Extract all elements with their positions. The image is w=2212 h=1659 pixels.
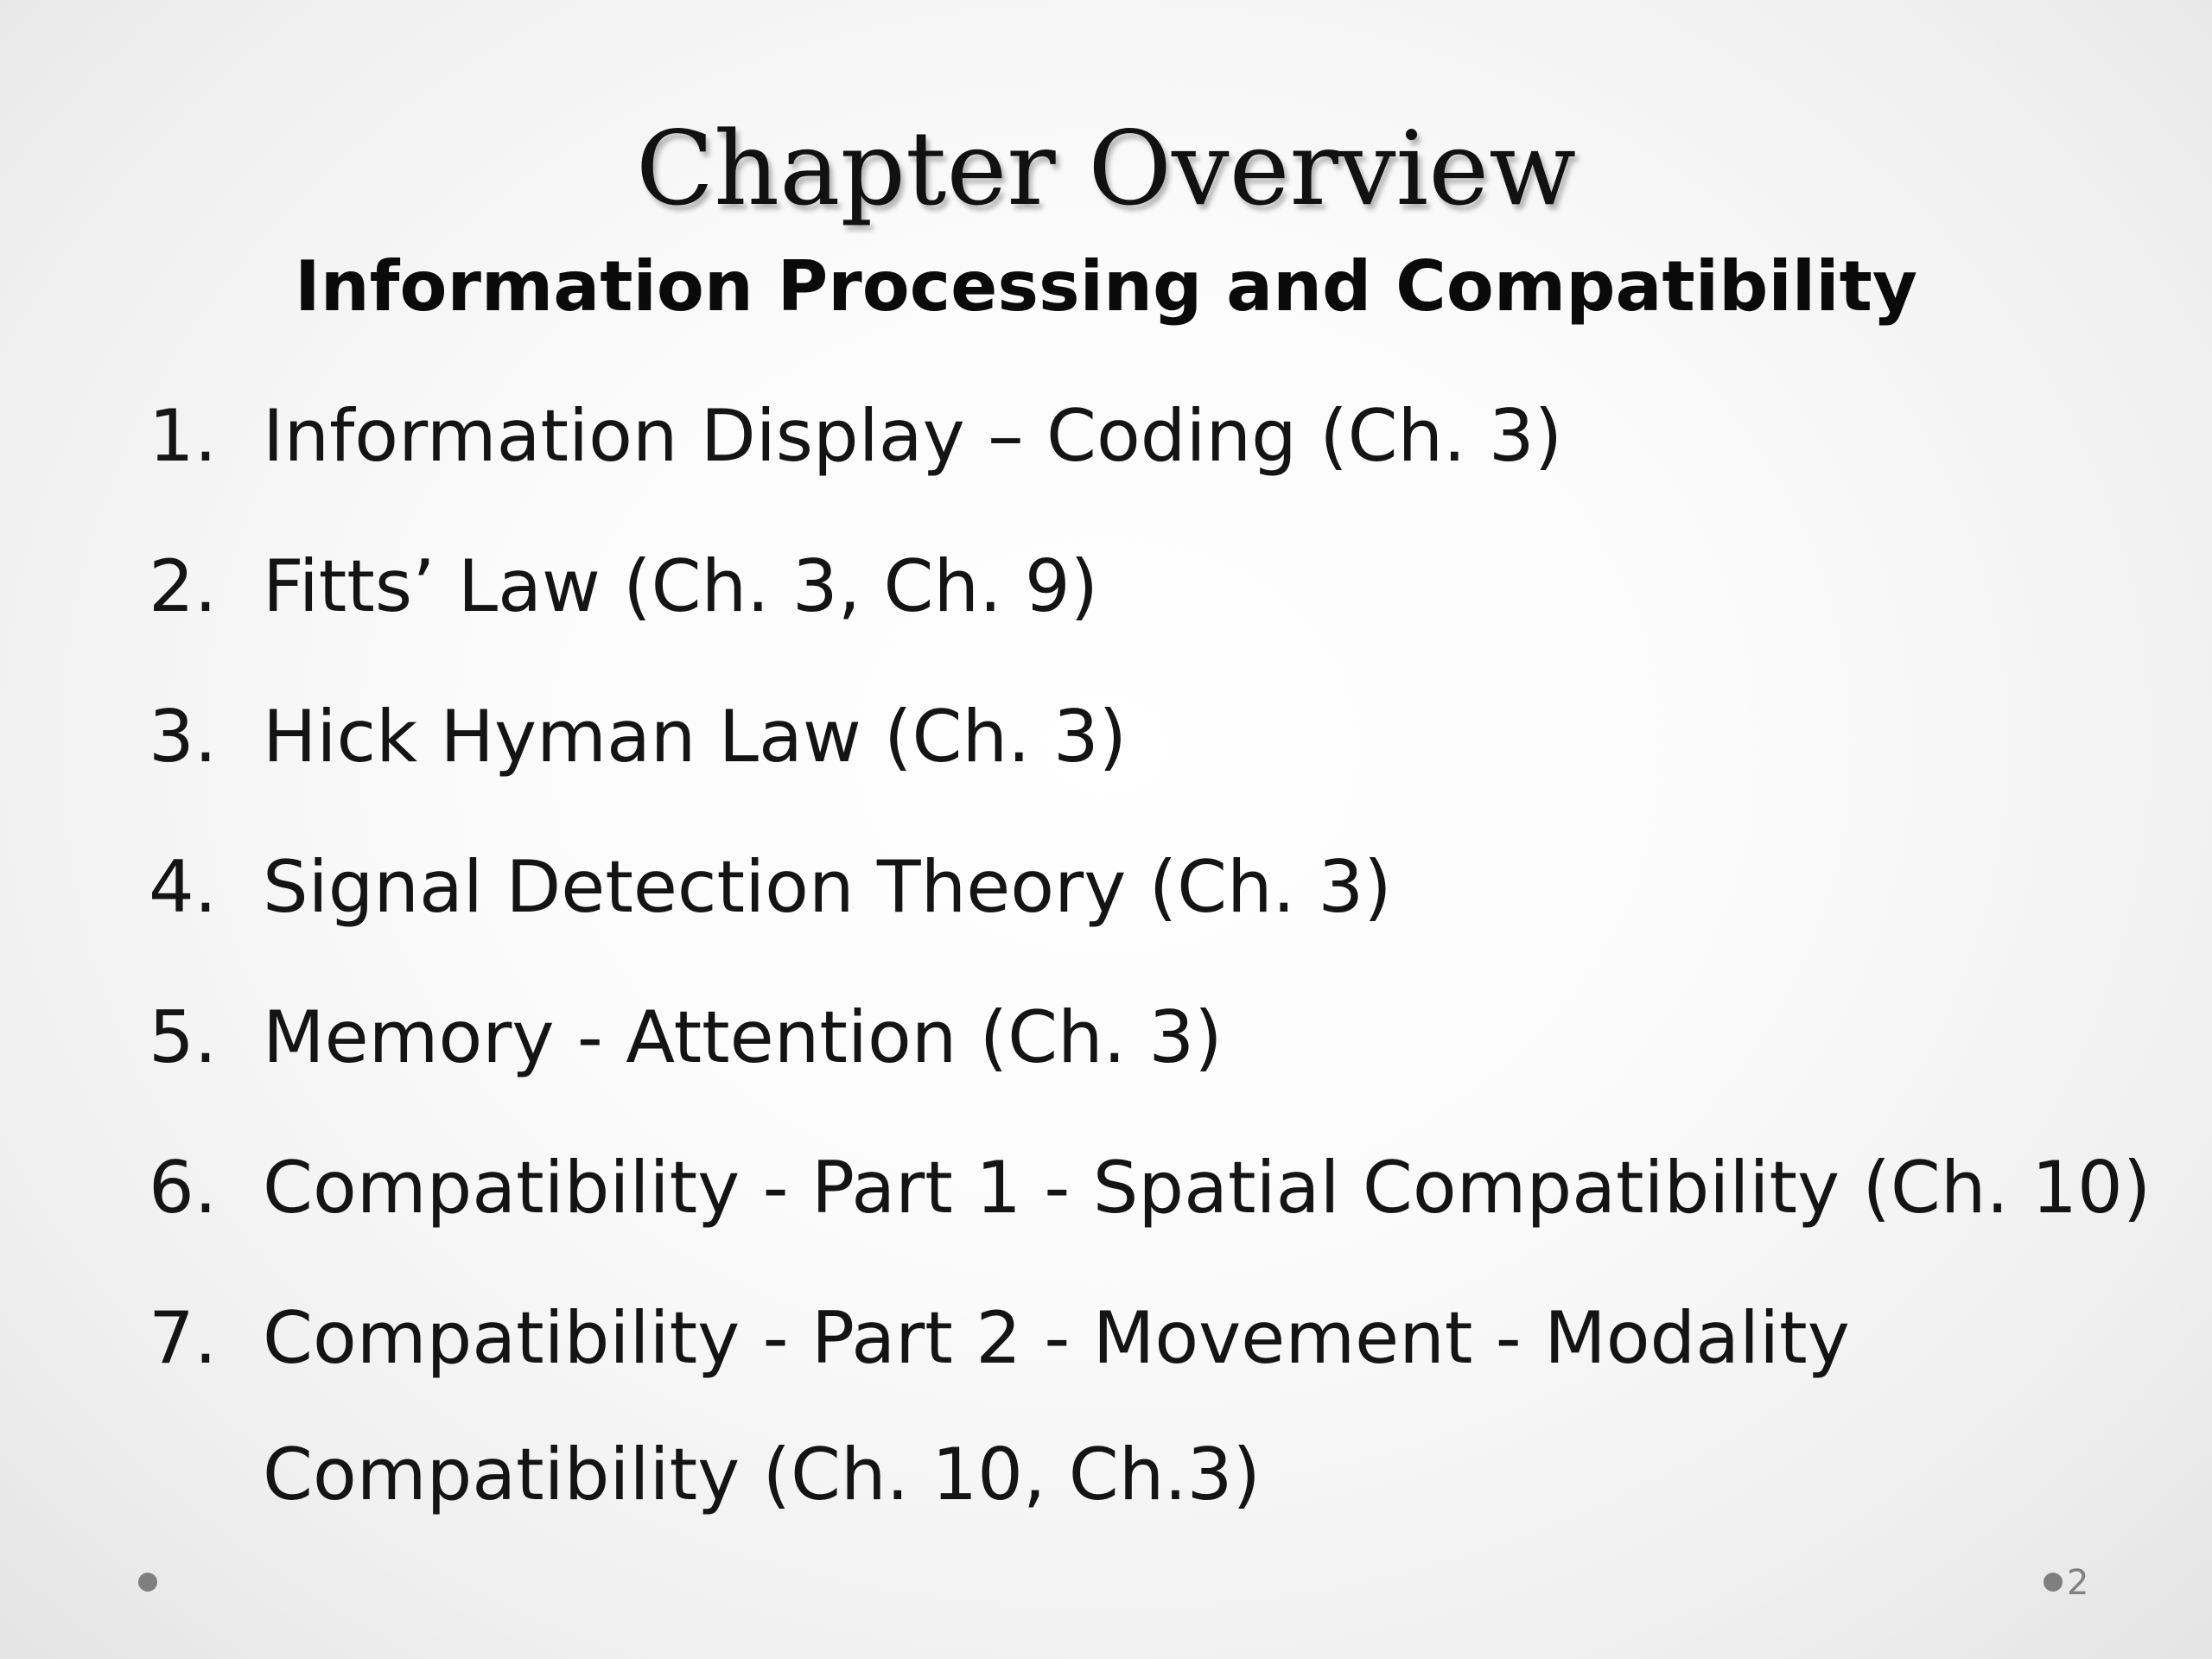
list-item-text: Fitts’ Law (Ch. 3, Ch. 9) [263,544,1099,628]
slide-page-number: 2 [2067,1563,2089,1603]
list-item-number: 7. [149,1296,218,1380]
list-item [149,1145,2171,1231]
list-item-number: 1. [149,394,218,478]
list-item-number: 5. [149,995,218,1079]
list-item [149,694,2171,780]
list-item-number: 2. [149,544,218,628]
list-item-text: Information Display – Coding (Ch. 3) [263,394,1563,478]
list-item-text: Signal Detection Theory (Ch. 3) [263,845,1392,929]
list-item-number: 4. [149,845,218,929]
list-item [149,543,2171,630]
list-item [149,393,2171,480]
footer-bullet-right-icon [2044,1573,2063,1592]
slide-subtitle: Information Processing and Compatibility [294,246,1918,327]
list-item-text: Compatibility - Part 1 - Spatial Compatibility (Ch. 10) [263,1146,2152,1230]
list-item [149,844,2171,931]
list-item-number: 6. [149,1146,218,1230]
list-item [149,1295,2171,1543]
overview-list [149,393,2171,1607]
list-item-text: Hick Hyman Law (Ch. 3) [263,695,1128,779]
list-item-text: Memory - Attention (Ch. 3) [263,995,1223,1079]
list-item-text: Compatibility - Part 2 - Movement - Modality Compatibility (Ch. 10, Ch.3) [263,1296,1850,1516]
footer-bullet-left-icon [138,1573,157,1592]
list-item [149,995,2171,1081]
slide-title: Chapter Overview [635,109,1577,228]
list-item-number: 3. [149,695,218,779]
